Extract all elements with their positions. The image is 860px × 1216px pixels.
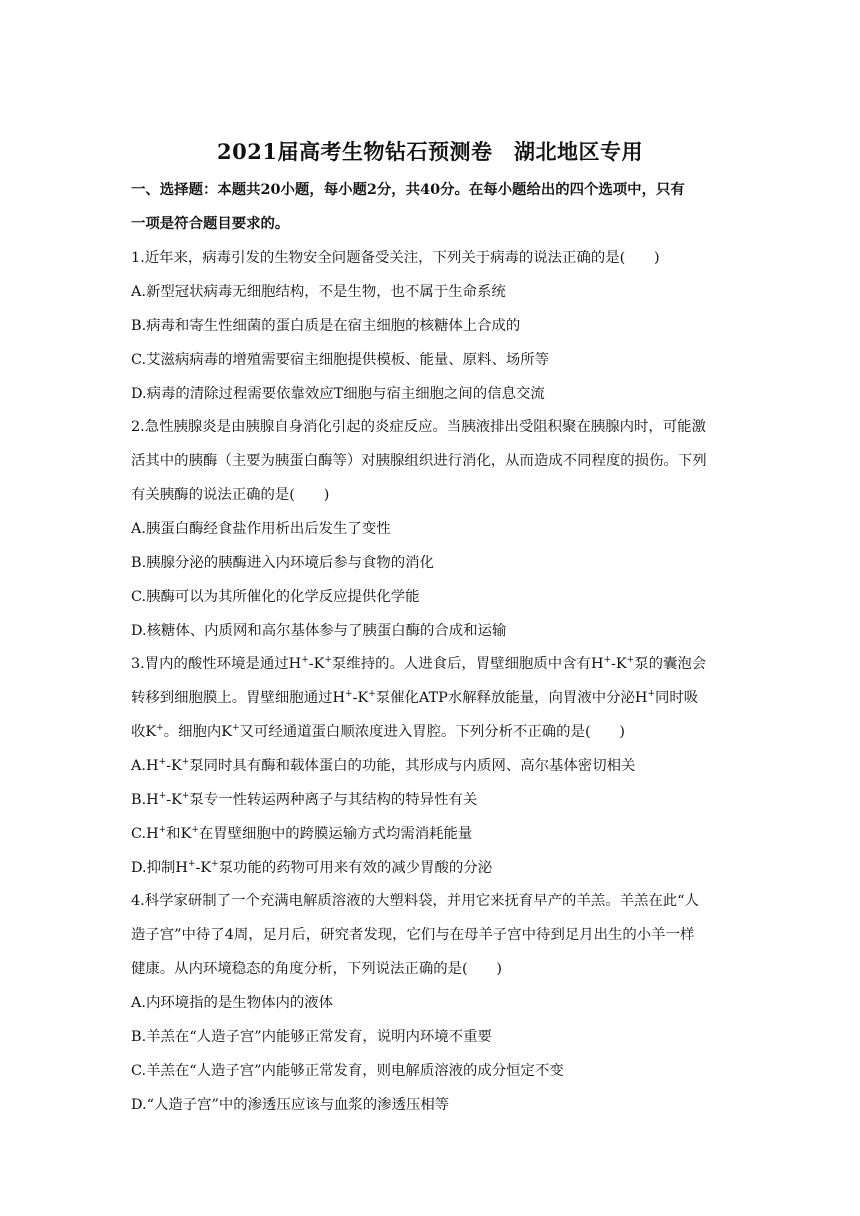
q3-option-a: A.H+-K+泵同时具有酶和载体蛋白的功能，其形成与内质网、高尔基体密切相关 <box>131 757 636 774</box>
q4-stem-line3: 健康。从内环境稳态的角度分析，下列说法正确的是( ) <box>131 961 502 977</box>
q2-stem-line2: 活其中的胰酶（主要为胰蛋白酶等）对胰腺组织进行消化，从而造成不同程度的损伤。下列 <box>131 453 707 469</box>
q1-option-d: D.病毒的清除过程需要依靠效应T细胞与宿主细胞之间的信息交流 <box>131 386 545 402</box>
q4-option-c: C.羊羔在“人造子宫”内能够正常发育，则电解质溶液的成分恒定不变 <box>131 1063 564 1079</box>
q3-stem-line3: 收K+。细胞内K+又可经通道蛋白顺浓度进入胃腔。下列分析不正确的是( ) <box>131 723 625 740</box>
q1-option-a: A.新型冠状病毒无细胞结构，不是生物，也不属于生命系统 <box>131 284 506 300</box>
q2-stem-line3: 有关胰酶的说法正确的是( ) <box>131 487 330 503</box>
q4-stem-line1: 4.科学家研制了一个充满电解质溶液的大塑料袋，并用它来抚育早产的羊羔。羊羔在此“人 <box>131 893 699 909</box>
q3-option-b: B.H+-K+泵专一性转运两种离子与其结构的特异性有关 <box>131 791 478 808</box>
section-heading-line2: 一项是符合题目要求的。 <box>131 215 290 232</box>
q2-option-a: A.胰蛋白酶经食盐作用析出后发生了变性 <box>131 521 391 537</box>
q3-stem-line1: 3.胃内的酸性环境是通过H+-K+泵维持的。人进食后，胃壁细胞质中含有H+-K+泵的囊泡会 <box>131 655 707 672</box>
q3-option-c: C.H+和K+在胃壁细胞中的跨膜运输方式均需消耗能量 <box>131 825 473 842</box>
q2-stem-line1: 2.急性胰腺炎是由胰腺自身消化引起的炎症反应。当胰液排出受阻积聚在胰腺内时，可能激 <box>131 419 706 435</box>
q4-option-a: A.内环境指的是生物体内的液体 <box>131 995 334 1011</box>
q2-option-c: C.胰酶可以为其所催化的化学反应提供化学能 <box>131 589 420 605</box>
section-heading-line1: 一、选择题：本题共20小题，每小题2分，共40分。在每小题给出的四个选项中，只有 <box>131 181 685 198</box>
q2-option-b: B.胰腺分泌的胰酶进入内环境后参与食物的消化 <box>131 555 434 571</box>
q1-stem: 1.近年来，病毒引发的生物安全问题备受关注，下列关于病毒的说法正确的是( ) <box>131 250 660 266</box>
q4-option-b: B.羊羔在“人造子宫”内能够正常发育，说明内环境不重要 <box>131 1029 492 1045</box>
page-title: 2021届高考生物钻石预测卷 湖北地区专用 <box>217 139 643 164</box>
q4-stem-line2: 造子宫”中待了4周，足月后，研究者发现，它们与在母羊子宫中待到足月出生的小羊一样 <box>131 927 695 943</box>
q4-option-d: D.“人造子宫”中的渗透压应该与血浆的渗透压相等 <box>131 1097 450 1113</box>
q3-stem-line2: 转移到细胞膜上。胃壁细胞通过H+-K+泵催化ATP水解释放能量，向胃液中分泌H+同时吸 <box>131 689 699 706</box>
q2-option-d: D.核糖体、内质网和高尔基体参与了胰蛋白酶的合成和运输 <box>131 623 507 639</box>
q3-option-d: D.抑制H+-K+泵功能的药物可用来有效的减少胃酸的分泌 <box>131 859 493 876</box>
q1-option-b: B.病毒和寄生性细菌的蛋白质是在宿主细胞的核糖体上合成的 <box>131 318 521 334</box>
q1-option-c: C.艾滋病病毒的增殖需要宿主细胞提供模板、能量、原料、场所等 <box>131 352 550 368</box>
